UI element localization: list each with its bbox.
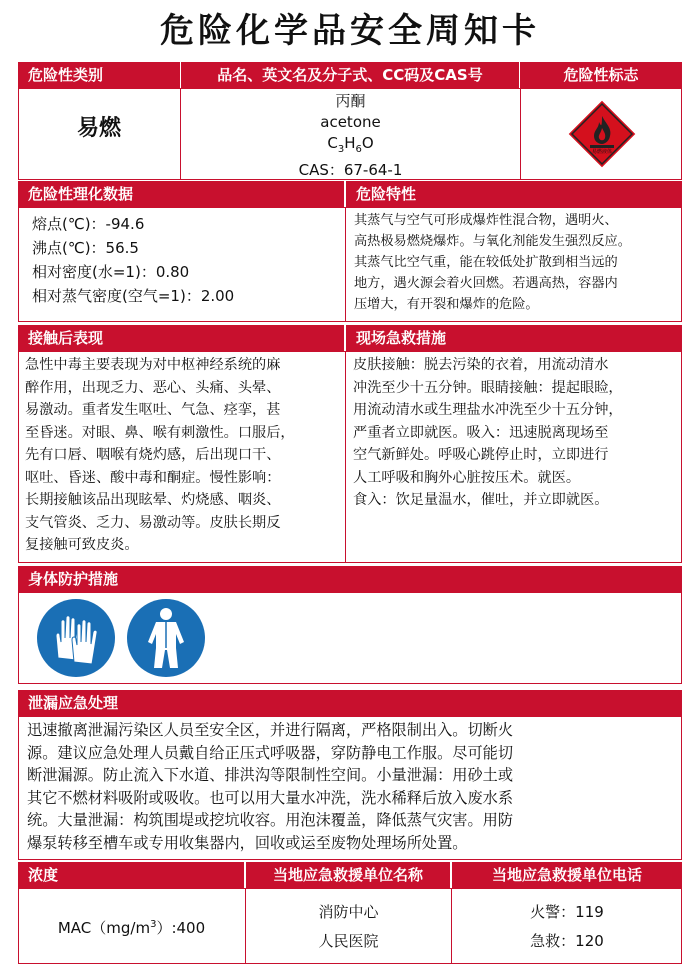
first-aid-header: 现场急救措施 xyxy=(346,325,682,351)
unit-name: 人民医院 xyxy=(318,932,379,950)
exposure-line: 先有口唇、咽喉有烧灼感，后出现口干、 xyxy=(25,447,281,463)
hazard-header: 危险特性 xyxy=(346,181,682,207)
exposure-line: 呕吐、昏迷、酸中毒和酮症。慢性影响： xyxy=(25,469,281,486)
physchem-line: 熔点(℃)：-94.6 xyxy=(32,215,145,233)
protection-header: 身体防护措施 xyxy=(18,566,682,592)
leak-header: 泄漏应急处理 xyxy=(18,690,682,716)
cas-number: CAS：67-64-1 xyxy=(298,161,403,179)
physchem-list xyxy=(32,212,332,308)
leak-line: 断泄漏源。防止流入下水道、排洪沟等限制性空间。小量泄漏：用砂土或 xyxy=(27,766,513,784)
en-name: acetone xyxy=(320,113,381,131)
physchem-line: 相对密度(水=1)：0.80 xyxy=(32,263,190,281)
conc-header: 浓度 xyxy=(18,862,244,888)
exposure-line: 支气管炎、乏力、易激动等。皮肤长期反 xyxy=(25,514,281,531)
first-aid-line: 严重者立即就医。吸入：迅速脱离现场至 xyxy=(353,424,609,441)
exposure-line: 醉作用，出现乏力、恶心、头痛、头晕、 xyxy=(25,379,281,396)
first-aid-line: 空气新鲜处。呼吸心跳停止时，立即进行 xyxy=(353,447,609,463)
exposure-line: 至昏迷。对眼、鼻、喉有刺激性。口服后， xyxy=(25,424,295,441)
leak-line: 其它不燃材料吸附或吸收。也可以用大量水冲洗，洗水稀释后放入废水系 xyxy=(27,788,513,807)
phone-number: 火警：119 xyxy=(530,903,604,921)
exposure-text xyxy=(25,354,343,557)
hazard-line: 压增大，有开裂和爆炸的危险。 xyxy=(354,297,539,312)
phone-header: 当地应急救援单位电话 xyxy=(452,862,682,888)
hazard-sign-label: 易燃液体 xyxy=(591,149,612,155)
leak-line: 源。建议应急处理人员戴自给正压式呼吸器，穿防静电工作服。尽可能切 xyxy=(27,743,513,762)
unit-header: 当地应急救援单位名称 xyxy=(246,862,450,888)
exposure-line: 复接触可致皮炎。 xyxy=(25,537,139,553)
names-header: 品名、英文名及分子式、CC码及CAS号 xyxy=(181,62,519,88)
hazard-line: 高热极易燃烧爆炸。与氧化剂能发生强烈反应。 xyxy=(354,234,631,249)
page-title: 危险化学品安全周知卡 xyxy=(160,11,540,51)
first-aid-line: 人工呼吸和胸外心脏按压术。就医。 xyxy=(353,469,581,486)
physchem-line: 沸点(℃)：56.5 xyxy=(32,239,139,257)
hazard-line: 其蒸气比空气重，能在较低处扩散到相当远的 xyxy=(354,255,618,270)
cn-name: 丙酮 xyxy=(335,92,366,110)
flame-icon xyxy=(566,98,638,170)
exposure-line: 长期接触该品出现眩晕、灼烧感、咽炎、 xyxy=(25,492,281,508)
chemical-names xyxy=(181,91,520,181)
unit-name: 消防中心 xyxy=(318,903,379,921)
exposure-header: 接触后表现 xyxy=(18,325,344,351)
category-header: 危险性类别 xyxy=(18,62,180,88)
category-value: 易燃 xyxy=(76,116,121,141)
first-aid-text xyxy=(353,354,681,512)
mac-value: $MAC(mg/m^3):400$ xyxy=(57,919,206,937)
physchem-header: 危险性理化数据 xyxy=(18,181,344,207)
exposure-line: 急性中毒主要表现为对中枢神经系统的麻 xyxy=(25,357,281,373)
leak-line: 爆泵转移至槽车或专用收集器内，回收或运至废物处理场所处置。 xyxy=(27,833,468,852)
first-aid-line: 食入：饮足量温水，催吐，并立即就医。 xyxy=(353,492,609,508)
leak-line: 统。大量泄漏：构筑围堤或挖坑收容。用泡沫覆盖，降低蒸气灾害。用防 xyxy=(27,811,513,829)
protective-suit-icon xyxy=(126,598,206,678)
sign-header: 危险性标志 xyxy=(520,62,682,88)
exposure-line: 易激动。重者发生呕吐、气急、痉挛，甚 xyxy=(25,402,281,418)
unit-list xyxy=(246,898,451,956)
hazard-sign xyxy=(566,98,638,170)
hazard-line: 其蒸气与空气可形成爆炸性混合物，遇明火、 xyxy=(354,213,618,228)
leak-line: 迅速撤离泄漏污染区人员至安全区，并进行隔离，严格限制出入。切断火 xyxy=(27,721,513,739)
phone-number: 急救：120 xyxy=(530,932,604,950)
gloves-icon xyxy=(36,598,116,678)
first-aid-line: 冲洗至少十五分钟。眼睛接触：提起眼睑， xyxy=(353,379,623,396)
hazard-line: 地方，遇火源会着火回燃。若遇高热，容器内 xyxy=(354,276,618,291)
first-aid-line: 用流动清水或生理盐水冲洗至少十五分钟， xyxy=(353,402,623,418)
hazard-text xyxy=(354,210,684,315)
physchem-line: 相对蒸气密度(空气=1)：2.00 xyxy=(32,287,235,305)
leak-text xyxy=(27,719,677,854)
first-aid-line: 皮肤接触：脱去污染的衣着，用流动清水 xyxy=(353,357,609,373)
formula: $C_3H_6O$ xyxy=(327,134,374,155)
phone-list xyxy=(452,898,682,956)
